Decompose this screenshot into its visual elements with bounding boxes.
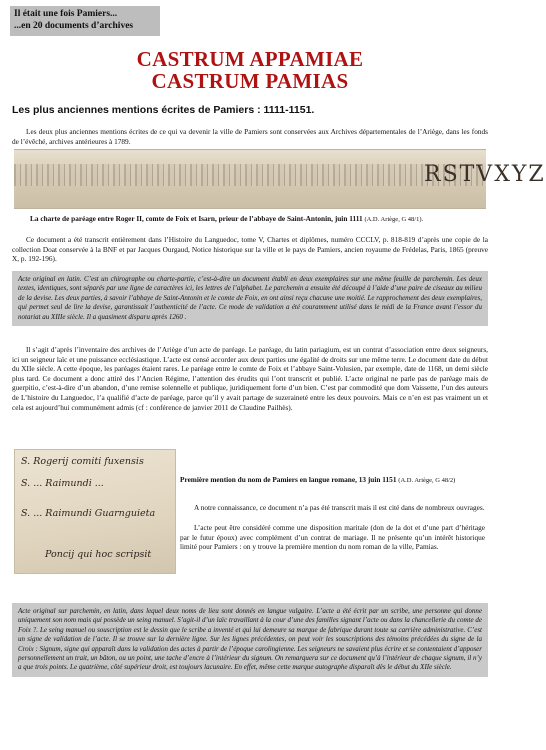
intro-paragraph: Les deux plus anciennes mentions écrites de ce qui va devenir la ville de Pamiers sont conservées aux Archives départementales de l’Ariège, dans les fonds de l’évêché, archives antérieures à 1789.	[12, 127, 488, 146]
charter-paragraph-2: Il s’agit d’après l’inventaire des archives de l’Ariège d’un acte de paréage. Le paréage, du latin pariagium, est un contrat d’association entre deux seigneurs, ici un seigneur laïc et une puissance ecclésiastique. L’acte est censé accorder aux deux parties une égalité de droits sur une même terre. Le document date du début du XIIe siècle. A cette époque, les paréages étaient rares. Le paréage entre le comte de Foix et l’abbaye Saint-Volusien, par exemple, date de 1168, un demi siècle plus tard. Ce document a donc attiré des l’Ancien Régime, l’attention des érudits qui l’ont transcrit et publié. L’acte original ne parle pas de paréage mais de guerpitio, c’est-à-dire d’un abandon, d’une remise solennelle et publique, juridiquement forte d’un bien. C’est par commodité que dom Vaissette, l’un des auteurs de L’histoire du Languedoc, l’a qualifié d’acte de paréage, parce qu’il y avait partage de suzeraineté entre les deux pouvoirs. Mais ce n’en est pas vraiment un et cela est aujourd’hui communément admis (cf : conférence de janvier 2011 de Claudine Pailhès).	[12, 345, 488, 412]
manuscript-line: S. Rogerij comiti fuxensis	[21, 456, 144, 467]
page-title-line-1: CASTRUM APPAMIAE	[136, 47, 364, 71]
charter-alphabet-strip	[14, 164, 486, 186]
charter-caption-text: La charte de paréage entre Roger II, comte de Foix et Isarn, prieur de l’abbaye de Saint-Antonin, juin 1111	[30, 214, 363, 223]
mention-note-box: Acte original sur parchemin, en latin, dans lequel deux noms de lieu sont donnés en langue vulgaire. L’acte a été écrit par un scribe, une personne qui donne uniquement son nom mais qui possède un seing manuel. S’agit-il d’un laïc travaillant à la cour d’une des familles signant l’acte ou dans la chancellerie du comte de Foix ?. Le seing manuel ou souscription est le dessin que le scribe a inventé et qui lui demeure sa marque de fabrique durant toute sa carrière administrative. C’est un signe de validation de l’acte. Il se trouve sur la dernière ligne. Sur les lignes précédentes, on peut voir les souscriptions des témoins précédées du signe de la Croix : Signum, signe qui apparaît dans la validation des actes à partir de l’époque carolingienne. Les seigneurs ne savaient plus écrire et se contentaient d’apposer personnellement un trait, un bâton, ou un point, une tache d’encre à l’intérieur du signum. On remarquera sur ce document qu’à l’intérieur de chaque signum, il n’y a que trois points. Le quatrième, côté supérieur droit, est toujours lacunaire. En effet, même cette marque autographe disparaît dès le début du XIIe siècle.	[12, 603, 488, 677]
charter-image	[14, 149, 546, 209]
mention-paragraph-1: A notre connaissance, ce document n’a pas été transcrit mais il est cité dans de nombreux ouvrages.	[194, 503, 485, 512]
charter-note-box: Acte original en latin. C’est un chirographe ou charte-partie, c’est-à-dire un document établi en deux exemplaires sur une même feuille de parchemin. Les deux textes, identiques, sont séparés par une ligne de caractères ici, les lettres de l’alphabet. Le parchemin a ensuite été découpé à l’aide d’une paire de ciseaux au milieu de la devise. Les deux parties, à savoir l’abbaye de Saint-Antonin et le comte de Foix, en ont ainsi reçu chacune une moitié. Le rapprochement des deux exemplaires, qui permet seul de lire la devise, garantissait l’authenticité de l’acte. Ce mode de validation a été couramment utilisé dans le midi de la France avant l’essor du notariat au XIIIe siècle. Il a quasiment disparu après 1260 .	[12, 271, 488, 326]
series-tag-line-2: ...en 20 documents d’archives	[14, 21, 134, 31]
mention-caption-ref: (A.D. Ariège, G 48/2)	[398, 477, 456, 484]
mention-caption	[180, 475, 485, 486]
manuscript-line: S. ... Raimundi ...	[21, 478, 104, 489]
charter-letters: RSTVXYZ	[424, 162, 546, 187]
charter-paragraph-1: Ce document a été transcrit entièrement dans l’Histoire du Languedoc, tome V, Chartes et diplômes, numéro CCCLV, p. 818-819 d’après une copie de la collection Doat conservée à la BNF et par Jacques Ourgaud, Notice historique sur la ville et le pays de Pamiers, ancien royaume de Frédelas, Paris, 1865 (preuve X, p. 192-196).	[12, 235, 488, 264]
manuscript-line: Poncij qui hoc scripsit	[45, 549, 152, 560]
mention-manuscript-image	[14, 449, 176, 574]
section-heading: Les plus anciennes mentions écrites de Pamiers : 1111-1151.	[12, 104, 315, 116]
page-title	[0, 48, 500, 92]
series-tag-line-1: Il était une fois Pamiers...	[14, 9, 118, 19]
charter-caption	[30, 214, 490, 223]
manuscript-line: S. ... Raimundi Guarnguieta	[21, 508, 156, 519]
page-title-line-2: CASTRUM PAMIAS	[151, 69, 349, 93]
mention-paragraph-2: L’acte peut être considéré comme une disposition maritale (don de la dot et d’une part d’héritage par le futur époux) avec complément d’un contrat de mariage. Il ne présente qu’un intérêt historique limité pour Pamiers : on y trouve la première mention du nom roman de la ville, Pamias.	[180, 523, 485, 552]
mention-caption-text: Première mention du nom de Pamiers en langue romane, 13 juin 1151	[180, 475, 397, 484]
charter-caption-ref: (A.D. Ariège, G 48/1).	[364, 216, 424, 223]
series-tag	[10, 6, 160, 36]
